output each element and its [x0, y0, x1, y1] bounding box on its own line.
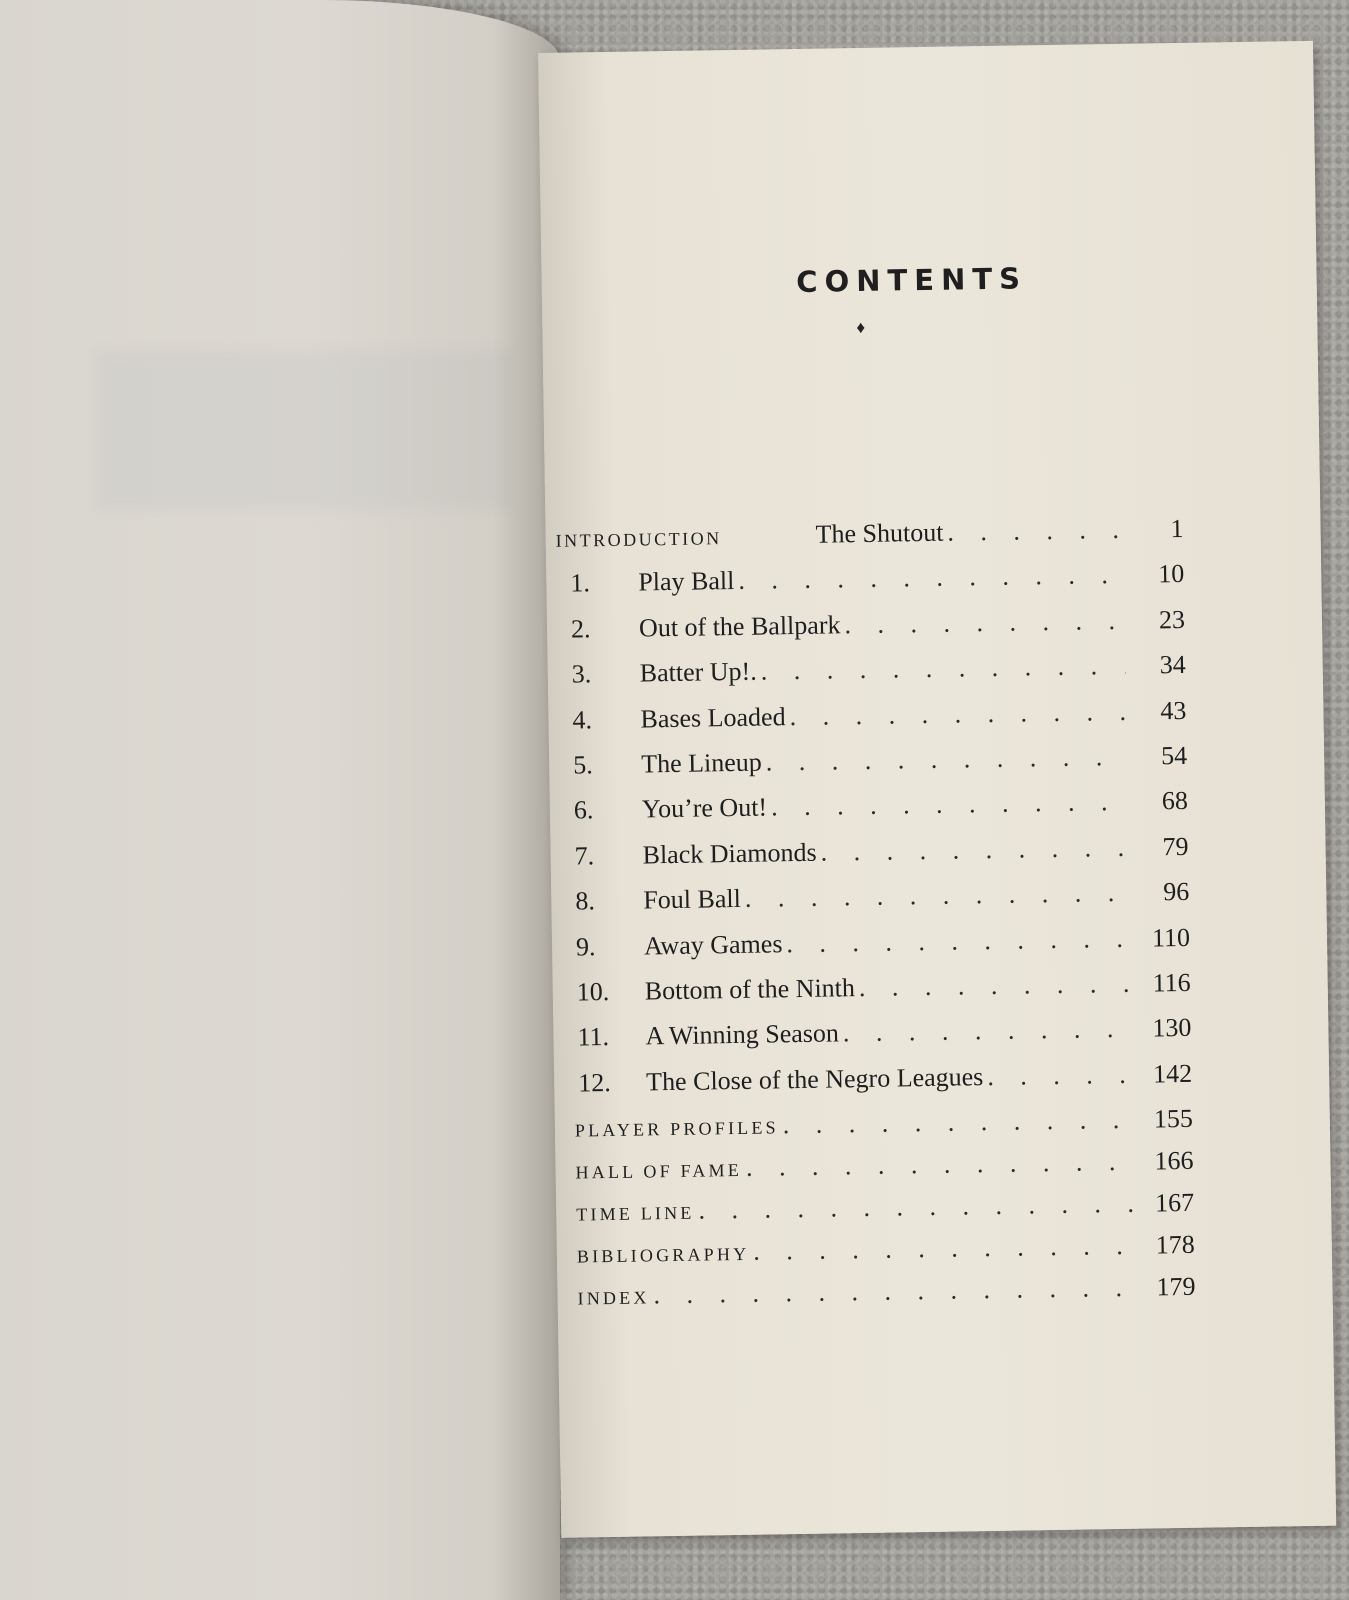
- dot-leader: [741, 878, 1130, 914]
- diamond-ornament-icon: ♦: [856, 317, 866, 338]
- back-matter-page: 179: [1156, 1271, 1196, 1302]
- chapter-page: 79: [1162, 831, 1189, 862]
- chapter-number: 1.: [570, 568, 591, 598]
- chapter-page: 43: [1160, 695, 1187, 725]
- dot-leader: [816, 833, 1128, 868]
- chapter-title: The Close of the Negro Leagues: [645, 1061, 984, 1097]
- chapter-title: The Lineup: [640, 747, 762, 779]
- chapter-title: Foul Ball: [643, 884, 742, 915]
- chapter-page: 23: [1158, 604, 1186, 635]
- dot-leader: [855, 969, 1131, 1003]
- back-matter-title: TIME LINE: [576, 1202, 695, 1225]
- dot-leader: [767, 787, 1128, 823]
- toc-back-matter: [565, 1272, 1196, 1324]
- chapter-number: 12.: [577, 1067, 611, 1098]
- back-matter-page: 166: [1154, 1145, 1194, 1176]
- dot-leader: [694, 1189, 1134, 1226]
- chapter-title: Bases Loaded: [640, 701, 786, 734]
- introduction-page: 1: [1170, 513, 1184, 544]
- dot-leader: [782, 923, 1130, 958]
- chapter-title: Batter Up!.: [639, 656, 757, 688]
- dot-leader: [779, 1105, 1134, 1141]
- table-of-contents: [553, 514, 1195, 1324]
- chapter-page: 142: [1152, 1058, 1193, 1089]
- back-matter-title: HALL OF FAME: [575, 1160, 743, 1183]
- chapter-number: 4.: [572, 704, 593, 735]
- chapter-page: 130: [1152, 1013, 1192, 1043]
- left-page: [0, 0, 560, 1600]
- chapter-number: 2.: [570, 614, 591, 644]
- introduction-title: The Shutout: [815, 517, 944, 549]
- back-matter-title: PLAYER PROFILES: [574, 1117, 779, 1141]
- dot-leader: [756, 651, 1125, 687]
- chapter-number: 3.: [571, 659, 592, 689]
- chapter-page: 34: [1159, 650, 1186, 680]
- dot-leader: [742, 1147, 1134, 1183]
- chapter-number: 8.: [575, 886, 596, 916]
- chapter-page: 54: [1160, 740, 1188, 771]
- chapter-number: 5.: [572, 750, 593, 780]
- back-matter-page: 155: [1153, 1103, 1194, 1134]
- dot-leader: [734, 560, 1124, 596]
- dot-leader: [649, 1273, 1135, 1311]
- contents-page: [538, 41, 1336, 1538]
- dot-leader: [749, 1231, 1135, 1267]
- contents-heading: CONTENTS: [795, 261, 1028, 299]
- dot-leader: [983, 1059, 1132, 1091]
- chapter-title: You’re Out!: [641, 792, 768, 824]
- back-matter-title: BIBLIOGRAPHY: [576, 1243, 750, 1267]
- back-matter-title: INDEX: [577, 1287, 650, 1309]
- chapter-number: 11.: [577, 1022, 610, 1052]
- introduction-label: INTRODUCTION: [555, 528, 722, 551]
- show-through-text: [95, 350, 515, 510]
- chapter-page: 68: [1161, 786, 1189, 816]
- chapter-number: 9.: [575, 931, 596, 962]
- chapter-number: 6.: [573, 795, 594, 825]
- chapter-title: Out of the Ballpark: [638, 610, 841, 643]
- chapter-page: 10: [1158, 559, 1185, 589]
- dot-leader: [840, 606, 1125, 640]
- chapter-number: 7.: [574, 840, 595, 871]
- dot-leader: [943, 515, 1124, 548]
- chapter-title: Black Diamonds: [642, 837, 817, 870]
- chapter-page: 116: [1152, 967, 1191, 998]
- back-matter-page: 167: [1154, 1187, 1195, 1218]
- dot-leader: [762, 742, 1128, 778]
- chapter-title: Bottom of the Ninth: [644, 973, 856, 1006]
- chapter-page: 96: [1163, 877, 1190, 907]
- chapter-title: Away Games: [643, 928, 783, 960]
- chapter-title: A Winning Season: [645, 1018, 840, 1051]
- chapter-number: 10.: [576, 976, 610, 1007]
- dot-leader: [785, 696, 1126, 731]
- chapter-title: Play Ball: [638, 566, 735, 597]
- back-matter-page: 178: [1155, 1229, 1196, 1260]
- dot-leader: [839, 1014, 1132, 1049]
- chapter-page: 110: [1151, 922, 1191, 952]
